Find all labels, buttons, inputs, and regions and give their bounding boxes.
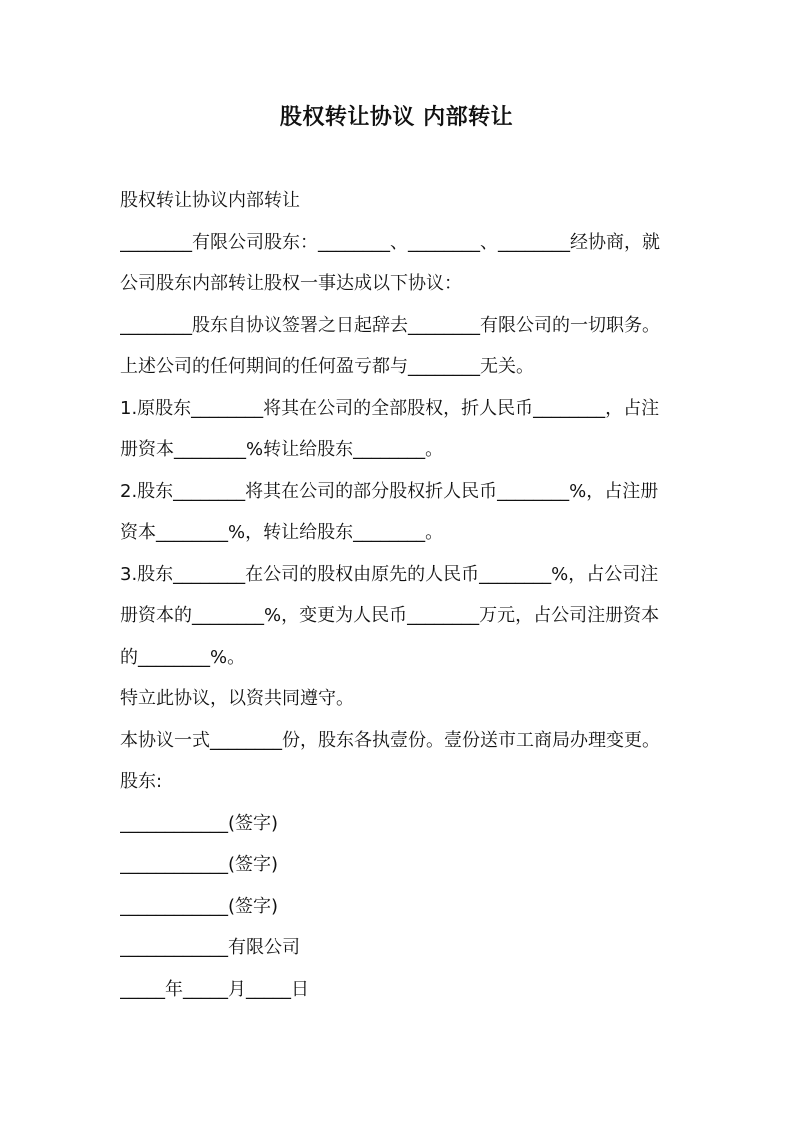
body-line-compliance: 特立此协议，以资共同遵守。 (120, 688, 354, 709)
signature-line-2: ____________(签字) (120, 854, 279, 875)
body-line-subtitle: 股权转让协议内部转让 (120, 190, 300, 211)
signature-line-1: ____________(签字) (120, 812, 279, 834)
body-line-copies: 本协议一式________份，股东各执壹份。壹份送市工商局办理变更。 (120, 729, 660, 751)
clause-3-line-2: 册资本的________%，变更为人民币________万元，占公司注册资本 (120, 605, 660, 626)
clause-3-line-3: 的________%。 (120, 646, 246, 668)
clause-2-line-2: 资本________%，转让给股东________。 (120, 522, 444, 543)
body-line-liability: 上述公司的任何期间的任何盈亏都与________无关。 (120, 356, 534, 377)
clause-3-line-1: 3.股东________在公司的股权由原先的人民币________%，占公司注 (120, 563, 659, 585)
document-body (120, 180, 676, 1010)
company-name-line: ____________有限公司 (120, 937, 300, 958)
date-line: _____年_____月_____日 (120, 978, 309, 1000)
body-line-resignation: ________股东自协议签署之日起辞去________有限公司的一切职务。 (120, 314, 660, 336)
clause-1-line-1: 1.原股东________将其在公司的全部股权，折人民币________，占注 (120, 397, 660, 419)
body-line-parties: ________有限公司股东：________、________、________经协商，就 (120, 231, 660, 253)
clause-2-line-1: 2.股东________将其在公司的部分股权折人民币________%，占注册 (120, 480, 659, 502)
clause-1-line-2: 册资本________%转让给股东________。 (120, 439, 444, 460)
signature-line-3: ____________(签字) (120, 895, 279, 917)
body-line-parties-cont: 公司股东内部转让股权一事达成以下协议： (120, 273, 462, 294)
shareholders-label: 股东: (120, 771, 163, 792)
document-title: 股权转让协议 内部转让 (279, 105, 514, 130)
